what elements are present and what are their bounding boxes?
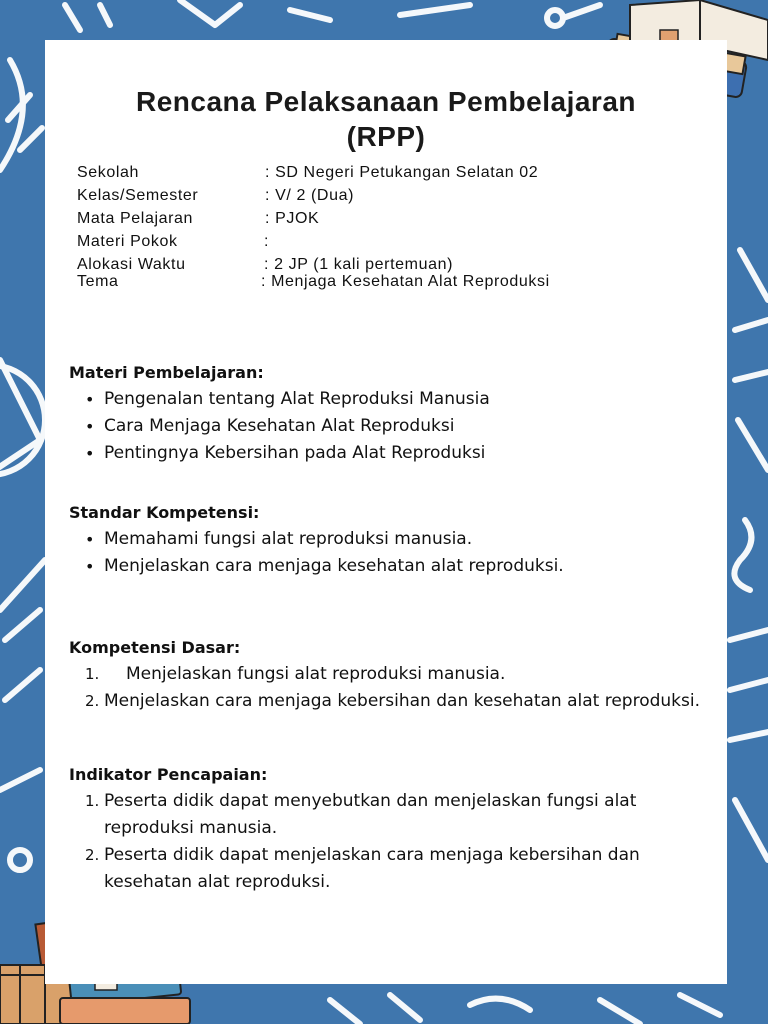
list-item: 1. Peserta didik dapat menyebutkan dan menjelaskan fungsi alat reproduksi manusia. [85, 791, 637, 838]
list-item: 2. Menjelaskan cara menjaga kebersihan dan kesehatan alat reproduksi. [85, 691, 700, 711]
section-materi [69, 360, 709, 467]
list-item: 2. Peserta didik dapat menjelaskan cara menjaga kebersihan dan kesehatan alat reproduksi. [85, 845, 640, 892]
list-item: 1. Menjelaskan fungsi alat reproduksi manusia. [85, 664, 506, 684]
bullet-list [69, 386, 709, 467]
section-heading: Materi Pembelajaran: [69, 363, 264, 382]
list-item: • Memahami fungsi alat reproduksi manusia. [69, 526, 709, 553]
list-item: • Pengenalan tentang Alat Reproduksi Manusia [69, 386, 709, 413]
bullet-list [69, 526, 709, 580]
section-indikator [69, 762, 703, 896]
numbered-list [69, 788, 703, 896]
document-page: Rencana Pelaksanaan Pembelajaran (RPP) Sekolah : SD Negeri Petukangan Selatan 02 Kelas/Semester : V/ 2 (Dua) Mata Pelajaran : PJOK Materi Pokok : Alokasi Waktu : 2 JP (1 kali pertemuan) Tema : Menjaga Kesehatan Alat Reproduksi Materi Pembelajaran: • Pengenalan tentang Alat Reproduksi Manusia • Cara Menjaga Kesehatan Alat Reproduksi • Pentingnya Kebersihan pada Alat Reproduksi Standar Kompetensi: • Memahami fungsi alat reproduksi manusia. • Menjelaskan cara menjaga kesehatan alat reproduksi. Kompetensi Dasar: 1. Menjelaskan fungsi alat reproduksi manusia. 2. Menjelaskan cara menjaga kebersihan dan kesehatan alat reproduksi. Indikator Pencapaian: 1. Peserta didik dapat menyebutkan dan menjelaskan fungsi alat reproduksi manusia. 2. Peserta didik dapat menjelaskan cara menjaga kebersihan dan kesehatan alat reproduksi. [45, 40, 727, 984]
section-standar [69, 500, 709, 580]
section-heading: Kompetensi Dasar: [69, 638, 241, 657]
section-kompetensi [69, 635, 703, 715]
section-heading: Standar Kompetensi: [69, 503, 260, 522]
numbered-list [69, 661, 703, 715]
list-item: • Cara Menjaga Kesehatan Alat Reproduksi [69, 413, 709, 440]
section-heading: Indikator Pencapaian: [69, 765, 268, 784]
list-item: • Menjelaskan cara menjaga kesehatan alat reproduksi. [69, 553, 709, 580]
document-title: Rencana Pelaksanaan Pembelajaran [135, 86, 637, 117]
document-title-abbrev: (RPP) [346, 121, 426, 152]
list-item: • Pentingnya Kebersihan pada Alat Reproduksi [69, 440, 709, 467]
